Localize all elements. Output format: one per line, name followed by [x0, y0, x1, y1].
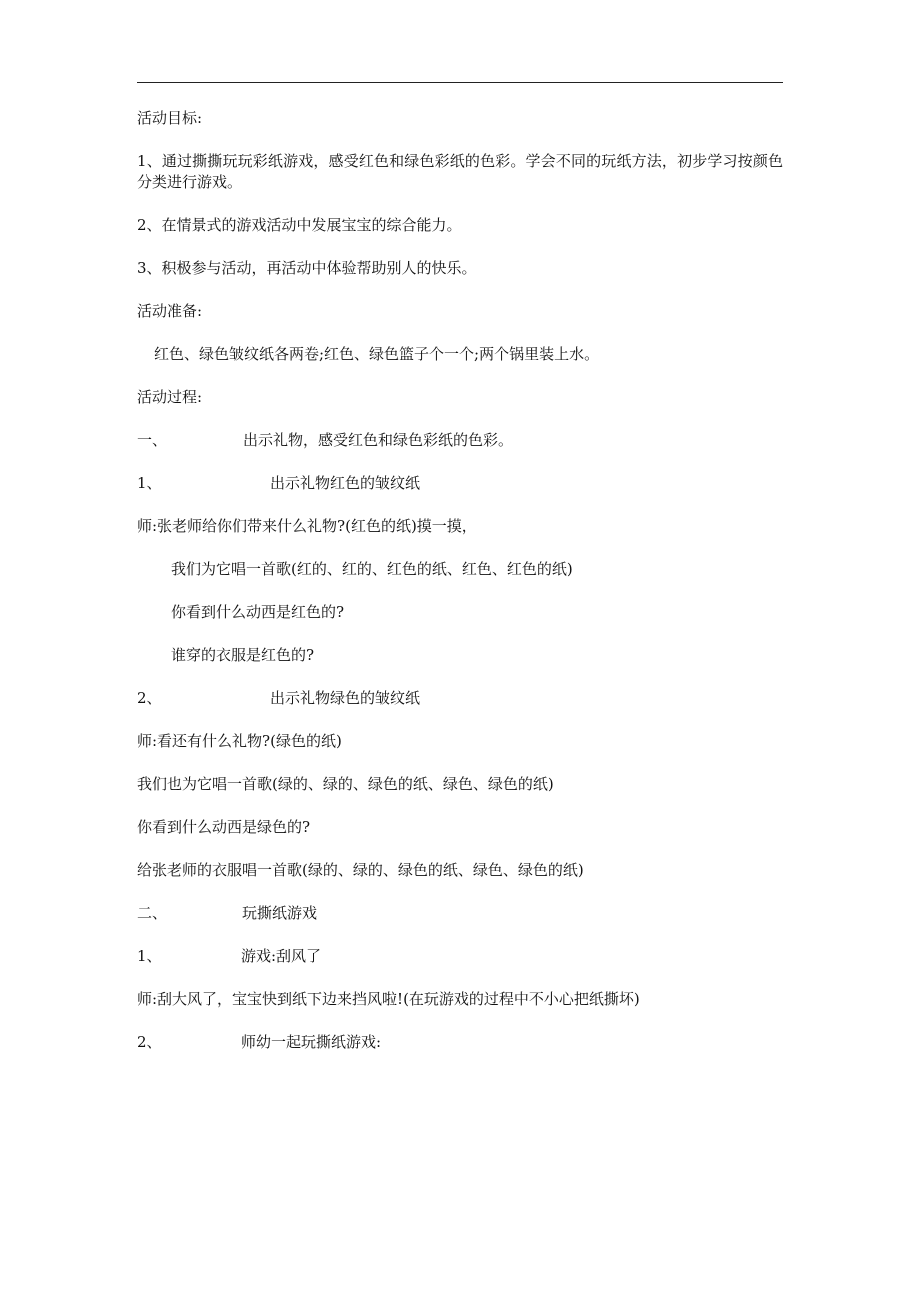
green-what-line: 你看到什么动西是绿色的? — [137, 818, 311, 836]
header-rule — [137, 82, 783, 83]
green-clothes-line: 给张老师的衣服唱一首歌(绿的、绿的、绿色的纸、绿色、绿色的纸) — [137, 861, 584, 879]
teacher-line-1: 师:张老师给你们带来什么礼物?(红色的纸)摸一摸， — [137, 517, 477, 535]
section-1 — [137, 430, 783, 451]
step-2-1-text: 游戏:刮风了 — [241, 947, 322, 965]
red-clothes-line: 谁穿的衣服是红色的? — [171, 646, 315, 664]
red-song-line: 我们为它唱一首歌(红的、红的、红色的纸、红色、红色的纸) — [171, 560, 573, 578]
teacher-line-3: 师:刮大风了，宝宝快到纸下边来挡风啦!(在玩游戏的过程中不小心把纸撕坏) — [137, 990, 640, 1008]
step-1-1-text: 出示礼物红色的皱纹纸 — [270, 474, 421, 492]
heading-activity-prep: 活动准备: — [137, 302, 203, 320]
step-1-2 — [137, 688, 783, 709]
section-2-text: 玩撕纸游戏 — [242, 904, 318, 922]
section-1-text: 出示礼物，感受红色和绿色彩纸的色彩。 — [243, 431, 514, 449]
goal-item-1: 1、通过撕撕玩玩彩纸游戏，感受红色和绿色彩纸的色彩。学会不同的玩纸方法，初步学习按颜色分类进行游戏。 — [137, 152, 783, 191]
teacher-line-2: 师:看还有什么礼物?(绿色的纸) — [137, 732, 342, 750]
document-body — [137, 108, 783, 1075]
step-2-2-text: 师幼一起玩撕纸游戏: — [241, 1033, 382, 1051]
goal-item-3: 3、积极参与活动，再活动中体验帮助别人的快乐。 — [137, 259, 477, 277]
step-1-1 — [137, 473, 783, 494]
step-2-1 — [137, 946, 783, 967]
heading-activity-goals: 活动目标: — [137, 109, 203, 127]
step-1-2-number: 2、 — [137, 689, 162, 707]
prep-text: 红色、绿色皱纹纸各两卷;红色、绿色篮子个一个;两个锅里装上水。 — [154, 345, 600, 363]
goal-item-2: 2、在情景式的游戏活动中发展宝宝的综合能力。 — [137, 216, 462, 234]
section-1-number: 一、 — [137, 431, 168, 449]
green-song-line: 我们也为它唱一首歌(绿的、绿的、绿色的纸、绿色、绿色的纸) — [137, 775, 554, 793]
heading-activity-process: 活动过程: — [137, 388, 203, 406]
step-1-1-number: 1、 — [137, 474, 162, 492]
red-what-line: 你看到什么动西是红色的? — [171, 603, 345, 621]
step-2-1-number: 1、 — [137, 947, 162, 965]
section-2-number: 二、 — [137, 904, 168, 922]
step-1-2-text: 出示礼物绿色的皱纹纸 — [270, 689, 421, 707]
section-2 — [137, 903, 783, 924]
step-2-2 — [137, 1032, 783, 1053]
step-2-2-number: 2、 — [137, 1033, 162, 1051]
